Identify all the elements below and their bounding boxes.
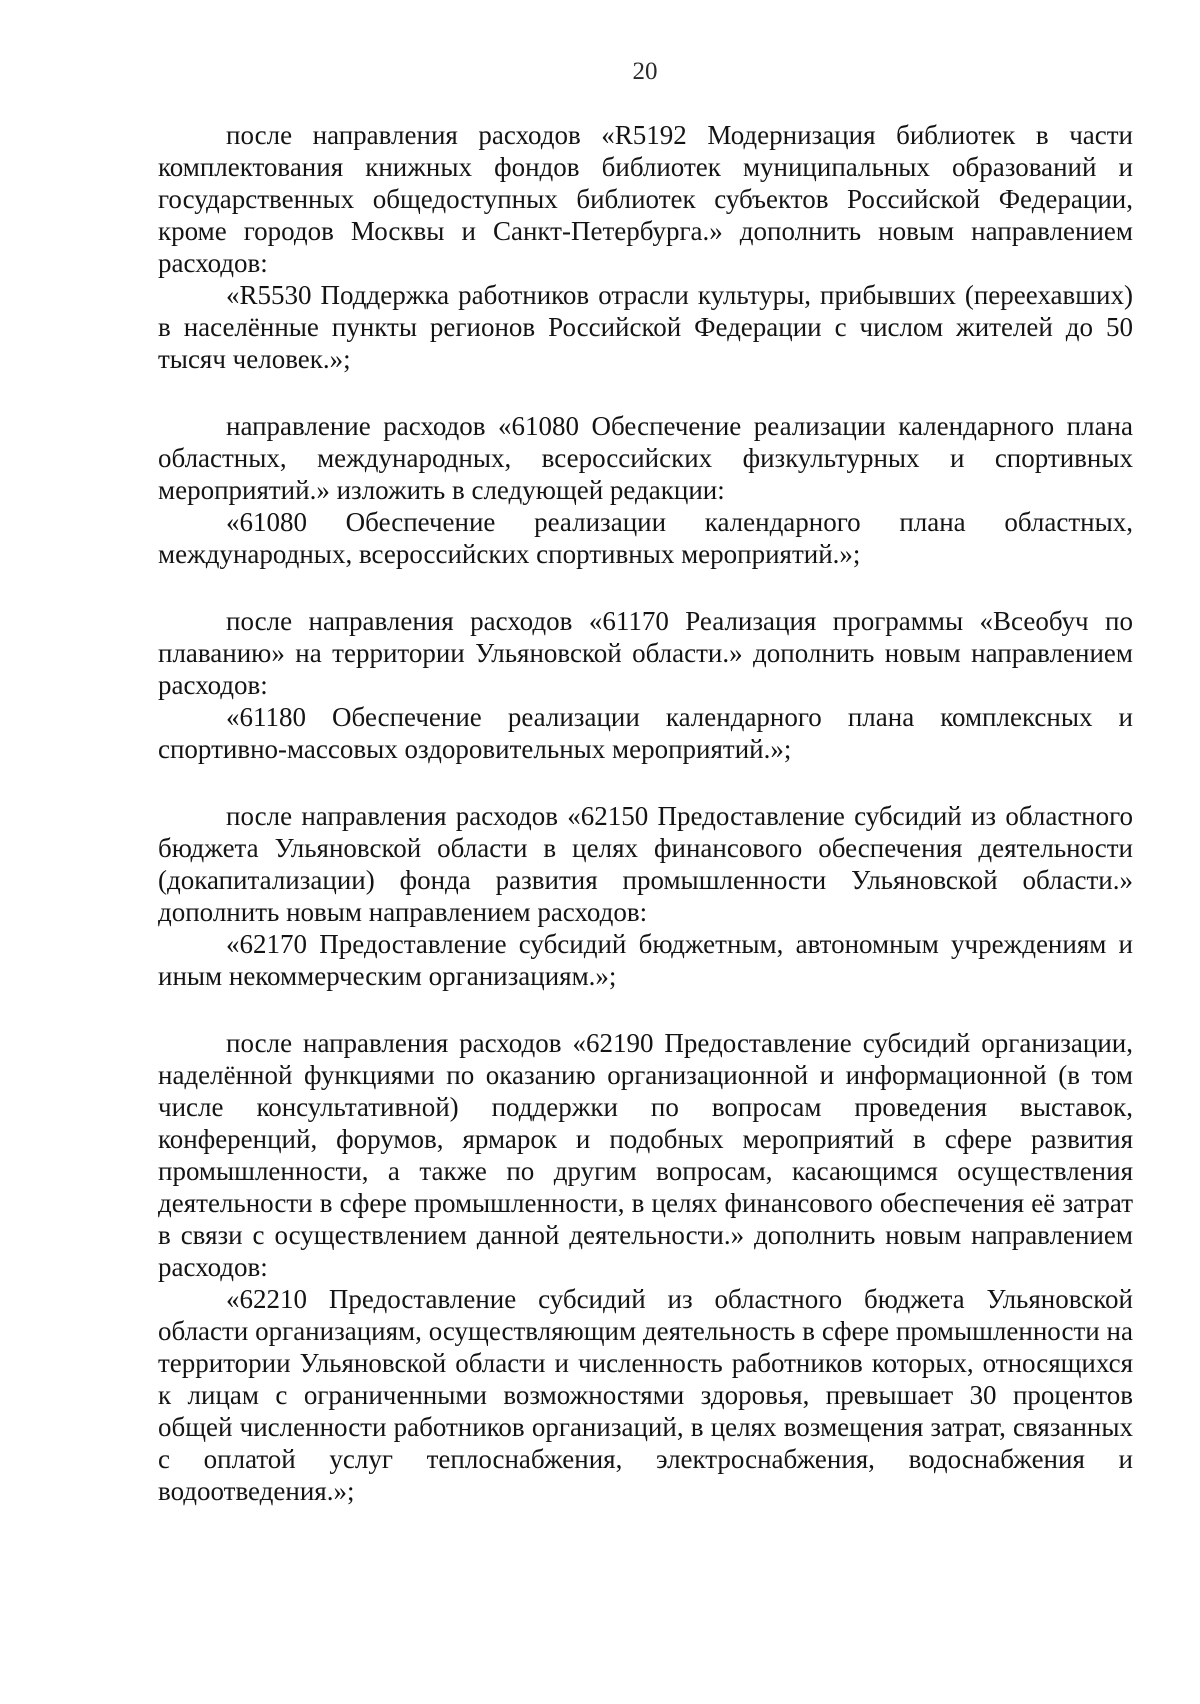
amendment-new-text: «61180 Обеспечение реализации календарного плана комплексных и спортивно-массовых оздоровительных мероприятий.»; [158, 702, 1133, 764]
amendment-instruction: после направления расходов «62190 Предоставление субсидий организации, наделённой функциями по оказанию организационной и информационной (в том числе консультативной) поддержки по вопросам проведения выставок, конференций, форумов, ярмарок и подобных мероприятий в сфере развития промышленности, а также по другим вопросам, касающимся осуществления деятельности в сфере промышленности, в целях финансового обеспечения её затрат в связи с осуществлением данной деятельности.» дополнить новым направлением расходов: [158, 1028, 1133, 1282]
amendment-instruction: после направления расходов «62150 Предоставление субсидий из областного бюджета Ульяновской области в целях финансового обеспечения деятельности (докапитализации) фонда развития промышленности Ульяновской области.» дополнить новым направлением расходов: [158, 801, 1133, 927]
amendment-block [158, 410, 1133, 570]
amendment-new-text: «61080 Обеспечение реализации календарного плана областных, международных, всероссийских спортивных мероприятий.»; [158, 507, 1133, 569]
amendment-instruction: после направления расходов «R5192 Модернизация библиотек в части комплектования книжных фондов библиотек муниципальных образований и государственных общедоступных библиотек субъектов Российской Федерации, кроме городов Москвы и Санкт-Петербурга.» дополнить новым направлением расходов: [158, 120, 1133, 278]
amendment-block [158, 800, 1133, 992]
amendment-block [158, 119, 1133, 375]
amendment-new-text: «R5530 Поддержка работников отрасли культуры, прибывших (переехавших) в населённые пункты регионов Российской Федерации с числом жителей до 50 тысяч человек.»; [158, 280, 1133, 374]
amendment-block [158, 1027, 1133, 1507]
amendment-new-text: «62210 Предоставление субсидий из областного бюджета Ульяновской области организациям, осуществляющим деятельность в сфере промышленности на территории Ульяновской области и численность работников которых, относящихся к лицам с ограниченными возможностями здоровья, превышает 30 процентов общей численности работников организаций, в целях возмещения затрат, связанных с оплатой услуг теплоснабжения, электроснабжения, водоснабжения и водоотведения.»; [158, 1284, 1133, 1506]
amendment-block [158, 605, 1133, 765]
document-body [158, 119, 1133, 1542]
amendment-new-text: «62170 Предоставление субсидий бюджетным, автономным учреждениям и иным некоммерческим организациям.»; [158, 929, 1133, 991]
amendment-instruction: направление расходов «61080 Обеспечение реализации календарного плана областных, международных, всероссийских физкультурных и спортивных мероприятий.» изложить в следующей редакции: [158, 411, 1133, 505]
amendment-instruction: после направления расходов «61170 Реализация программы «Всеобуч по плаванию» на территории Ульяновской области.» дополнить новым направлением расходов: [158, 606, 1133, 700]
page-number: 20 [632, 58, 658, 85]
